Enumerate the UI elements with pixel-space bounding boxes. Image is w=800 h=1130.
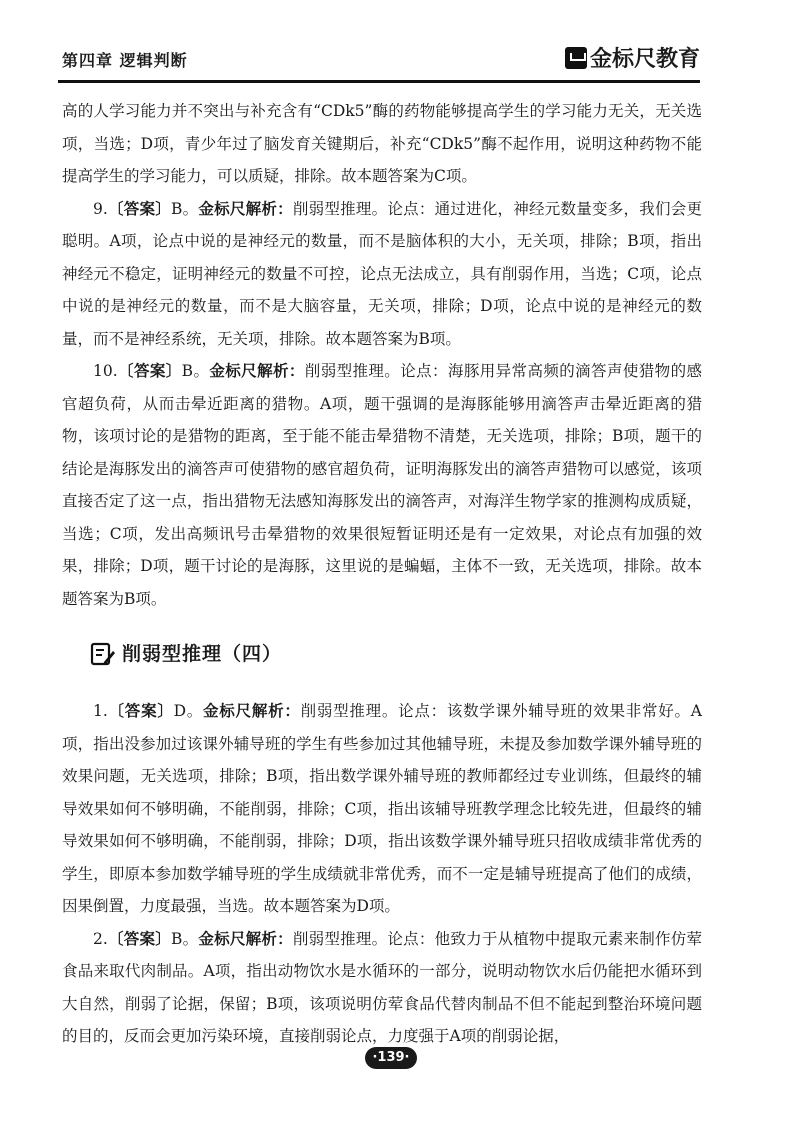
answer-tag: 〔答案〕	[107, 929, 172, 948]
answer-tag: 〔答案〕	[117, 362, 182, 380]
analysis-text: 削弱型推理。论点：海豚用异常高频的滴答声使猎物的感官超负荷，从而击晕近距离的猎物。A项，题干强调的是海豚能够用滴答声击晕近距离的猎物，该项讨论的是猎物的距离，至于能不能击晕猎物不清楚，无关选项，排除；B项，题干的结论是海豚发出的滴答声可使猎物的感官超负荷，证明海豚发出的滴答声猎物可以感觉，该项直接否定了这一点，指出猎物无法感知海豚发出的滴答声，对海洋生物学家的推测构成质疑，当选；C项，发出高频讯号击晕猎物的效果很短暂证明还是有一定效果，对论点有加强的效果，排除；D项，题干讨论的是海豚，这里说的是蝙蝠，主体不一致，无关选项，排除。故本题答案为B项。	[62, 362, 702, 608]
page-header	[62, 40, 700, 80]
paragraph: 高的人学习能力并不突出与补充含有“CDk5”酶的药物能够提高学生的学习能力无关，无关选项，当选；D项，青少年过了脑发育关键期后，补充“CDk5”酶不起作用，说明这种药物不能提高学生的学习能力，可以质疑，排除。故本题答案为C项。	[62, 102, 702, 185]
answer-letter: B。	[171, 929, 199, 948]
question-number: 2.	[93, 929, 108, 948]
answer-tag: 〔答案〕	[107, 702, 174, 720]
brand-logo	[565, 42, 700, 73]
page-number: ·139·	[365, 1047, 417, 1069]
analysis-text: 削弱型推理。论点：该数学课外辅导班的效果非常好。A项，指出没参加过该课外辅导班的学生有些参加过其他辅导班，未提及参加数学课外辅导班的效果问题，无关选项，排除；B项，指出数学课外辅导班的教师都经过专业训练，但最终的辅导效果如何不够明确，不能削弱，排除；C项，指出该辅导班教学理念比较先进，但最终的辅导效果如何不够明确，不能削弱，排除；D项，指出该数学课外辅导班只招收成绩非常优秀的学生，即原本参加数学辅导班的学生成绩就非常优秀，而不一定是辅导班提高了他们的成绩，因果倒置，力度最强，当选。故本题答案为D项。	[62, 702, 702, 915]
answer-9	[62, 193, 702, 356]
page-body	[62, 95, 702, 1053]
analysis-label: 金标尺解析：	[198, 199, 293, 218]
answer-2	[62, 923, 702, 1053]
analysis-text: 削弱型推理。论点：通过进化，神经元数量变多，我们会更聪明。A项，论点中说的是神经元的数量，而不是脑体积的大小，无关项，排除；B项，指出神经元不稳定，证明神经元的数量不可控，论点无法成立，具有削弱作用，当选；C项，论点中说的是神经元的数量，而不是大脑容量，无关项，排除；D项，论点中说的是神经元的数量，而不是神经系统，无关项，排除。故本题答案为B项。	[62, 199, 702, 348]
answer-1	[62, 695, 702, 923]
section-title: 削弱型推理（四）	[122, 642, 283, 665]
answer-tag: 〔答案〕	[107, 199, 172, 218]
analysis-text: 削弱型推理。论点：他致力于从植物中提取元素来制作仿荤食品来取代肉制品。A项，指出动物饮水是水循环的一部分，说明动物饮水后仍能把水循环到大自然，削弱了论据，保留；B项，该项说明仿荤食品代替肉制品不但不能起到整治环境问题的目的，反而会更加污染环境，直接削弱论点，力度强于A项的削弱论据，	[62, 929, 702, 1045]
edit-note-icon	[90, 641, 116, 667]
answer-letter: D。	[173, 702, 204, 720]
answer-letter: B。	[181, 362, 210, 380]
question-number: 9.	[93, 199, 108, 218]
answer-10	[62, 355, 702, 615]
header-rule	[58, 80, 700, 83]
analysis-label: 金标尺解析：	[203, 702, 301, 720]
section-heading	[90, 637, 702, 671]
brand-name: 金标尺教育	[589, 47, 700, 72]
analysis-label: 金标尺解析：	[209, 362, 305, 380]
question-number: 1.	[93, 702, 108, 720]
chapter-title: 第四章 逻辑判断	[62, 51, 188, 70]
question-number: 10.	[93, 362, 118, 380]
answer-letter: B。	[171, 199, 199, 218]
analysis-label: 金标尺解析：	[198, 929, 293, 948]
book-logo-icon	[565, 47, 587, 69]
